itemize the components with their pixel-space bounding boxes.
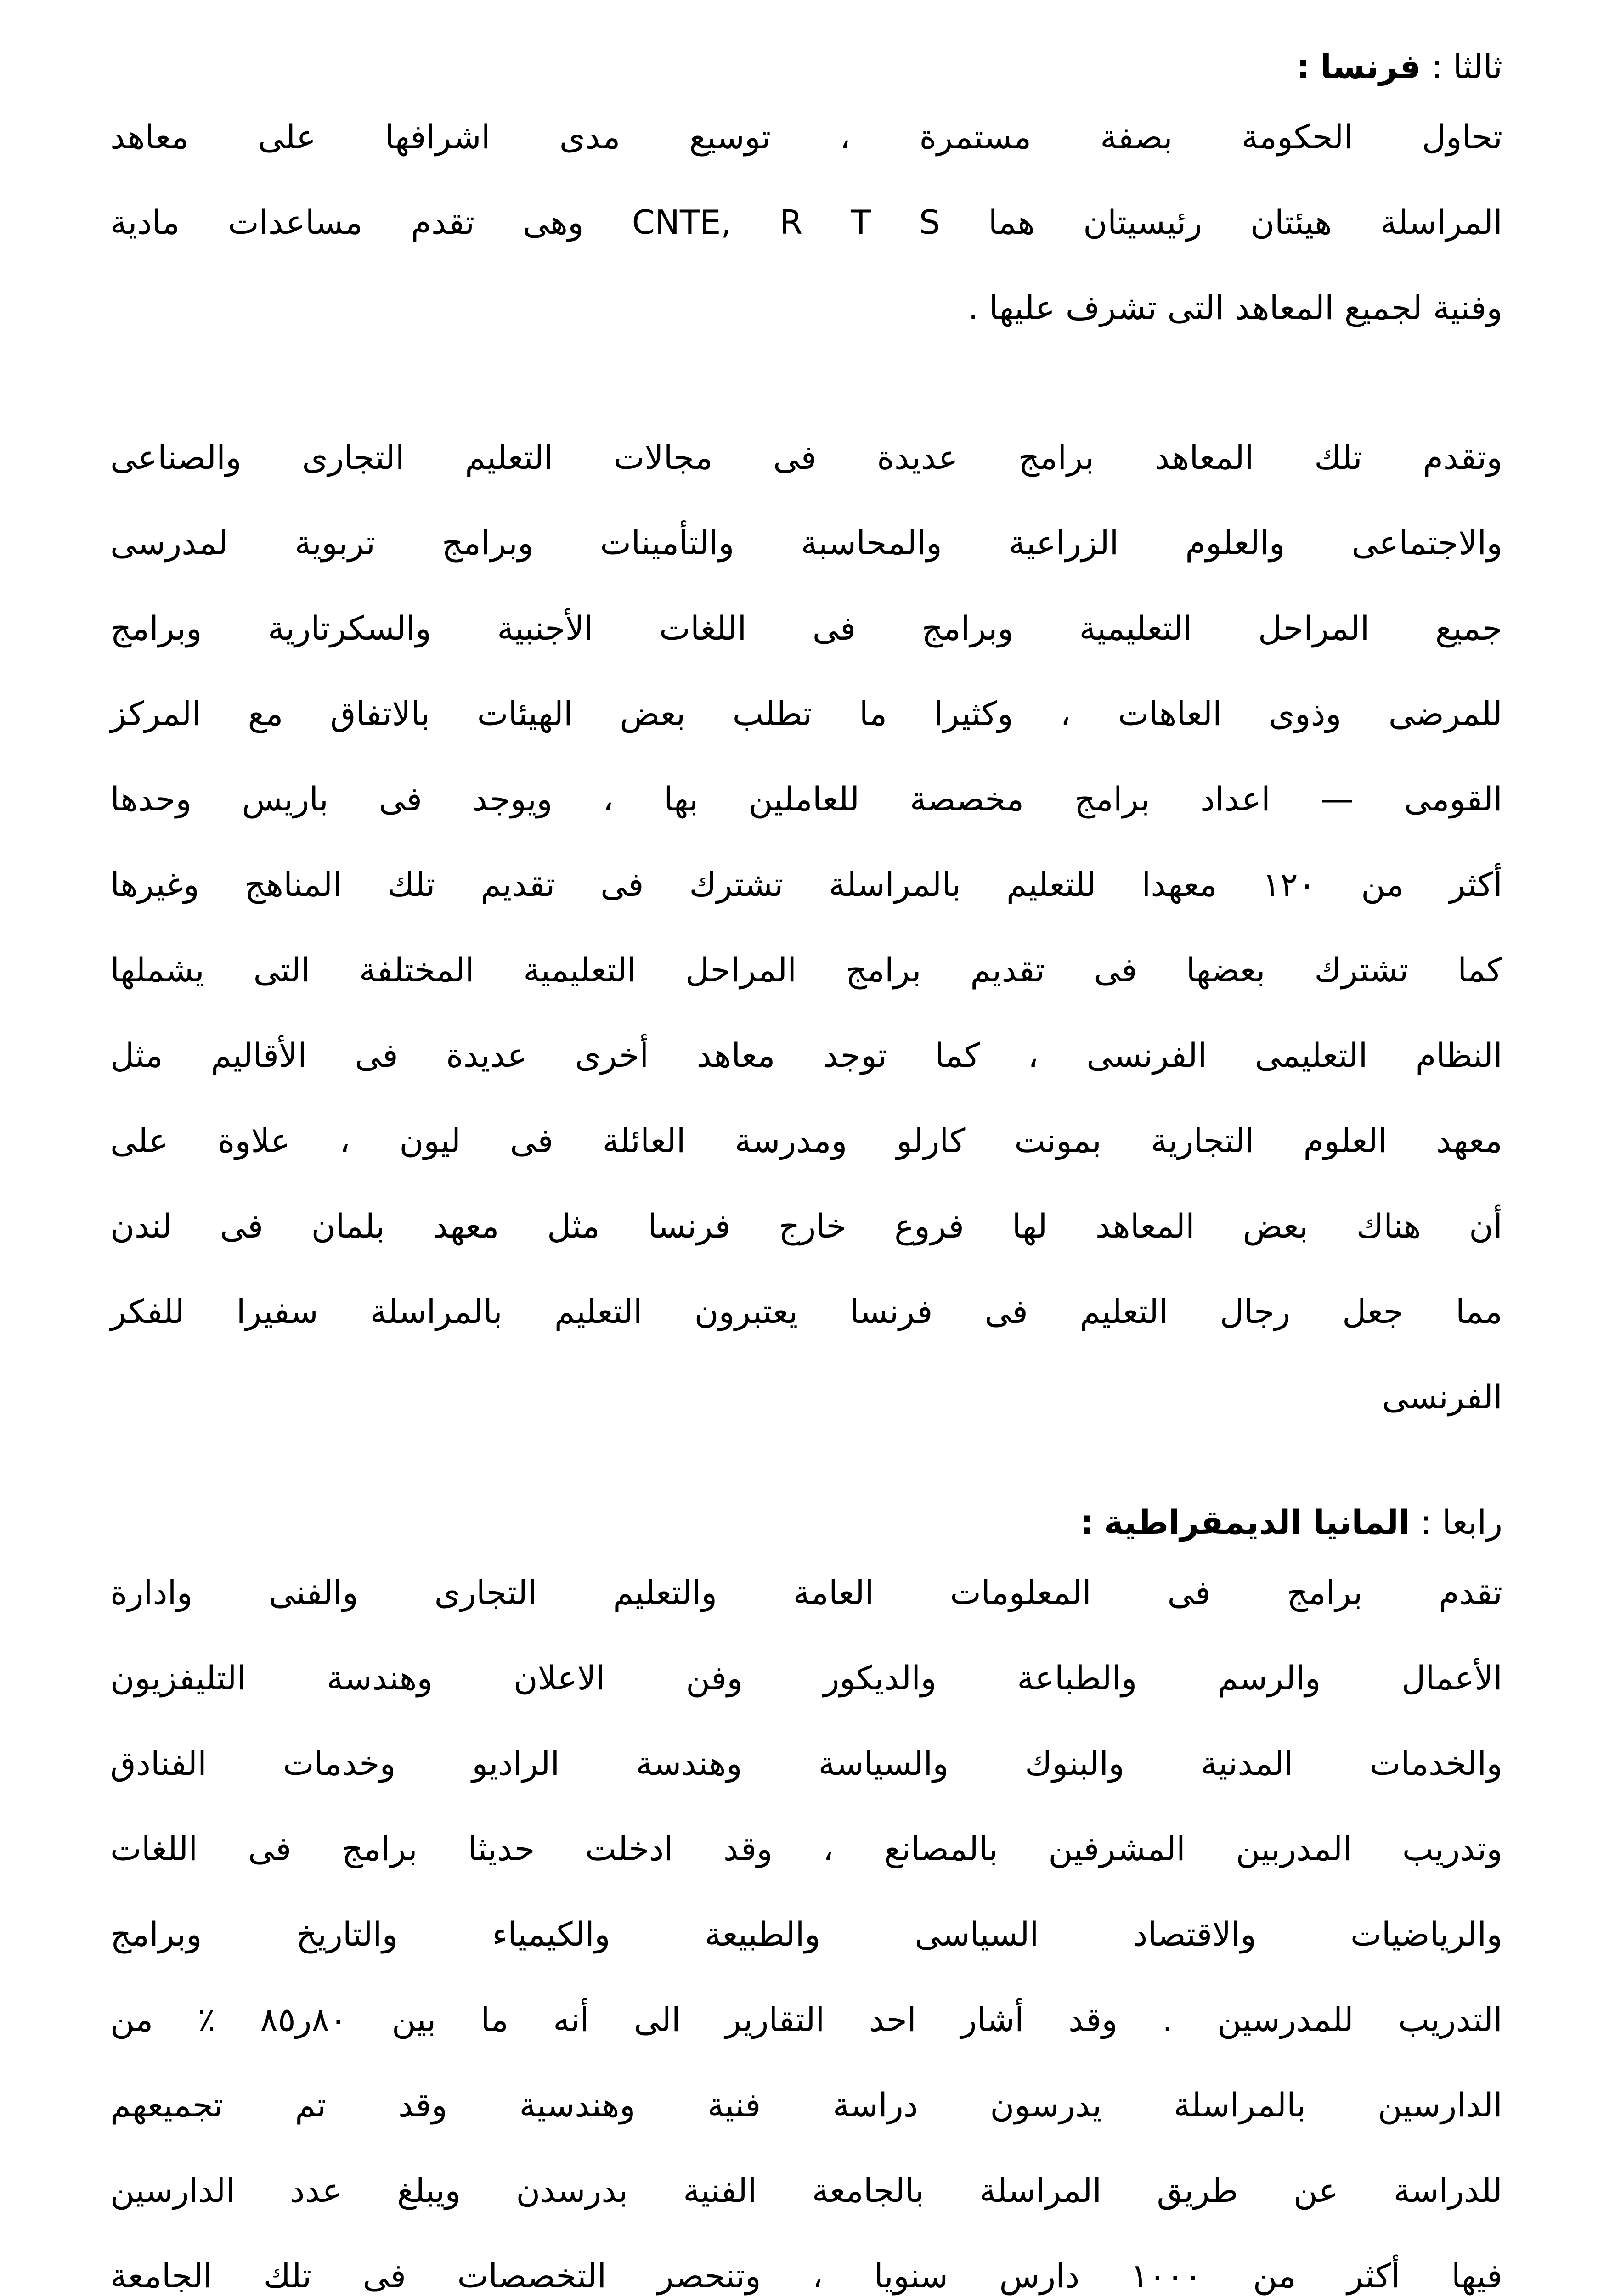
section-france [110,39,1502,1440]
text-line: جميع المراحل التعليمية وبرامج فى اللغات الأجنبية والسكرتارية وبرامج [110,609,1502,647]
text-line: الأعمال والرسم والطباعة والديكور وفن الاعلان وهندسة التليفزيون [110,1659,1502,1697]
text-line: كما تشترك بعضها فى تقديم برامج المراحل التعليمية المختلفة التى يشملها [110,951,1502,989]
text-line: للدراسة عن طريق المراسلة بالجامعة الفنية بدرسدن ويبلغ عدد الدارسين [110,2171,1502,2210]
section-heading [110,1495,1502,1550]
text-line: أكثر من ١٢٠ معهدا للتعليم بالمراسلة تشترك فى تقديم تلك المناهج وغيرها [110,865,1503,904]
text-line: والخدمات المدنية والبنوك والسياسة وهندسة الراديو وخدمات الفنادق [110,1744,1502,1783]
heading-suffix: : [1296,47,1310,86]
text-line: وتدريب المدربين المشرفين بالمصانع ، وقد ادخلت حديثا برامج فى اللغات [110,1829,1502,1868]
paragraph [110,415,1502,1440]
text-line: الفرنسى [1382,1378,1502,1416]
heading-title: المانيا الديمقراطية [1104,1503,1410,1542]
text-line: مما جعل رجال التعليم فى فرنسا يعتبرون التعليم بالمراسلة سفيرا للفكر [110,1292,1502,1331]
section-heading [110,39,1502,94]
text-line: القومى — اعداد برامج مخصصة للعاملين بها ، ويوجد فى باريس وحدها [110,780,1502,818]
text-line: فيها أكثر من ١٠٠٠ دارس سنويا ، وتنحصر التخصصات فى تلك الجامعة [110,2257,1502,2295]
heading-suffix: : [1080,1503,1094,1542]
text-line: معهد العلوم التجارية بمونت كارلو ومدرسة العائلة فى ليون ، علاوة على [110,1121,1502,1160]
text-line: التدريب للمدرسين . وقد أشار احد التقارير الى أنه ما بين ٨٠ر٨٥ ٪ من [110,2000,1503,2039]
text-line: وتقدم تلك المعاهد برامج عديدة فى مجالات التعليم التجارى والصناعى [110,438,1502,477]
text-line: المراسلة هيئتان رئيسيتان هما CNTE, R T S وهى تقدم مساعدات مادية [110,203,1502,242]
text-line: تحاول الحكومة بصفة مستمرة ، توسيع مدى اشرافها على معاهد [110,118,1502,156]
heading-prefix: ثالثا : [1431,47,1502,86]
paragraph [110,94,1502,350]
text-line: والرياضيات والاقتصاد السياسى والطبيعة والكيمياء والتاريخ وبرامج [110,1915,1502,1953]
heading-prefix: رابعا : [1420,1503,1502,1542]
text-line: النظام التعليمى الفرنسى ، كما توجد معاهد أخرى عديدة فى الأقاليم مثل [110,1036,1502,1075]
section-east-germany [110,1495,1502,2296]
paragraph [110,1550,1502,2296]
text-line: للمرضى وذوى العاهات ، وكثيرا ما تطلب بعض الهيئات بالاتفاق مع المركز [110,694,1502,733]
heading-title: فرنسا [1320,47,1421,86]
text-line: وفنية لجميع المعاهد التى تشرف عليها . [968,288,1502,327]
text-line: والاجتماعى والعلوم الزراعية والمحاسبة والتأمينات وبرامج تربوية لمدرسى [110,523,1502,562]
text-line: أن هناك بعض المعاهد لها فروع خارج فرنسا مثل معهد بلمان فى لندن [110,1207,1502,1245]
text-line: الدارسين بالمراسلة يدرسون دراسة فنية وهندسية وقد تم تجميعهم [110,2086,1502,2124]
text-line: تقدم برامج فى المعلومات العامة والتعليم التجارى والفنى وادارة [110,1573,1502,1612]
